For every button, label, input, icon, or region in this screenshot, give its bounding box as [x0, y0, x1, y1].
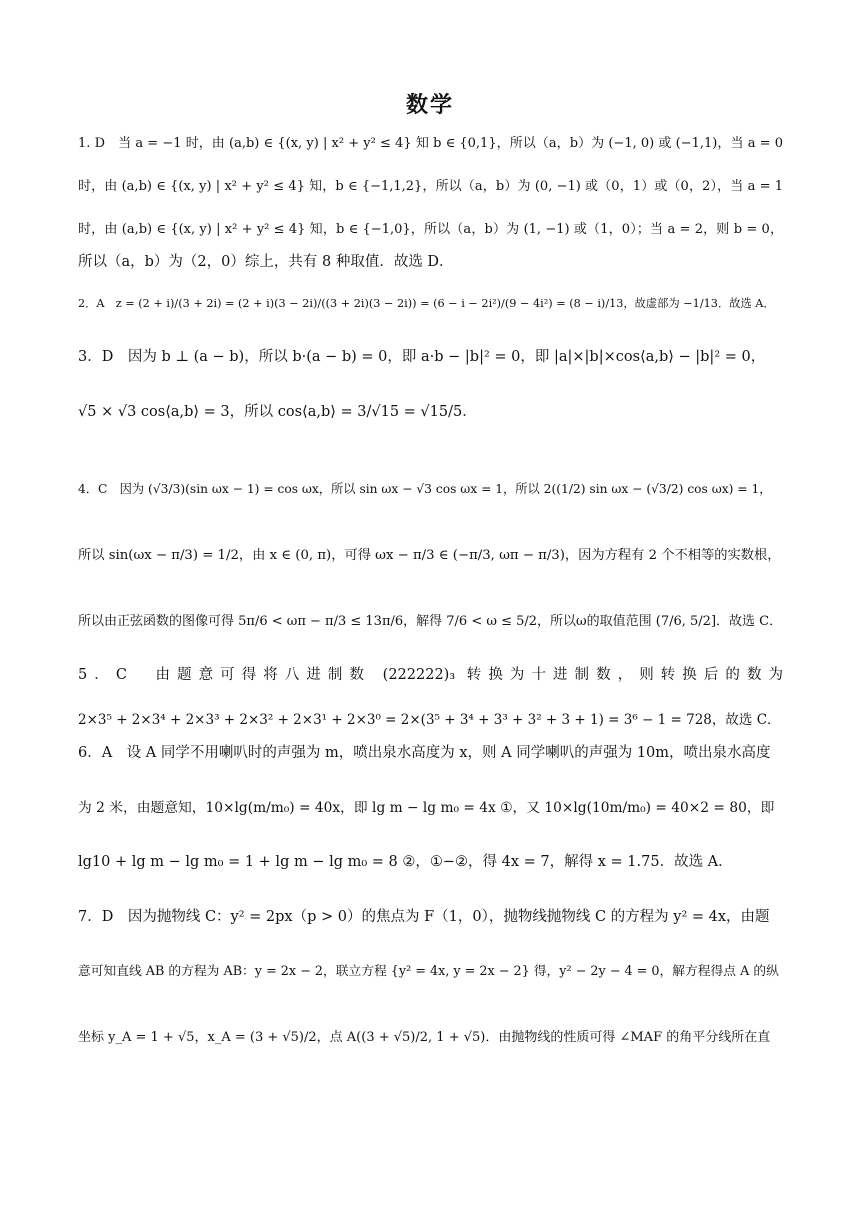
- solution-2-line-1: 2．A z = (2 + i)/(3 + 2i) = (2 + i)(3 − 2i)/((3 + 2i)(3 − 2i)) = (6 − i − 2i²)/(9 − 4i²) = (8 − i)/13，故虚部为 −1/13．故选 A．: [78, 297, 775, 310]
- solution-4-line-1: 4．C 因为 (√3/3)(sin ωx − 1) = cos ωx，所以 sin ωx − √3 cos ωx = 1，所以 2((1/2) sin ωx − (√3/2) cos ωx) = 1，: [78, 482, 772, 496]
- solution-4-line-2: 所以 sin(ωx − π/3) = 1/2，由 x ∈ (0, π)，可得 ωx − π/3 ∈ (−π/3, ωπ − π/3)，因为方程有 2 个不相等的实数根，: [78, 548, 781, 563]
- solution-1-line-4: 所以（a，b）为（2，0）综上，共有 8 种取值．故选 D．: [78, 254, 454, 270]
- solution-6-line-1: 6．A 设 A 同学不用喇叭时的声强为 m，喷出泉水高度为 x，则 A 同学喇叭的声强为 10m，喷出泉水高度: [78, 745, 771, 761]
- solution-7-line-1: 7．D 因为抛物线 C：y² = 2px（p > 0）的焦点为 F（1，0），抛物线抛物线 C 的方程为 y² = 4x，由题: [78, 909, 770, 925]
- solution-6-line-2: 为 2 米，由题意知，10×lg(m/m₀) = 40x，即 lg m − lg m₀ = 4x ①，又 10×lg(10m/m₀) = 40×2 = 80，即: [78, 800, 775, 816]
- page-title: 数学: [405, 92, 454, 118]
- solutions-body: [78, 132, 783, 1045]
- solution-6-line-3: lg10 + lg m − lg m₀ = 1 + lg m − lg m₀ = 8 ②，①−②，得 4x = 7，解得 x = 1.75．故选 A．: [78, 854, 733, 870]
- solution-1-line-1: 1. D 当 a = −1 时，由 (a,b) ∈ {(x, y) | x² + y² ≤ 4} 知 b ∈ {0,1}，所以（a，b）为 (−1, 0) 或 (−1,1)，当 a = 0: [78, 136, 783, 151]
- solution-1-line-2: 时，由 (a,b) ∈ {(x, y) | x² + y² ≤ 4} 知，b ∈ {−1,1,2}，所以（a，b）为 (0, −1) 或（0，1）或（0，2），当 a = 1: [78, 179, 783, 194]
- solution-5-line-1: 5．C 由题意可得将八进制数 (222222)₃ 转换为十进制数，则转换后的数为: [78, 667, 783, 683]
- solution-7-line-3: 坐标 y_A = 1 + √5，x_A = (3 + √5)/2，点 A((3 + √5)/2, 1 + √5)．由抛物线的性质可得 ∠MAF 的角平分线所在直: [78, 1030, 771, 1045]
- solution-3-line-2: √5 × √3 cos⟨a,b⟩ = 3，所以 cos⟨a,b⟩ = 3/√15 = √15/5．: [78, 404, 477, 420]
- solution-4-line-3: 所以由正弦函数的图像可得 5π/6 < ωπ − π/3 ≤ 13π/6，解得 7/6 < ω ≤ 5/2，所以ω的取值范围 (7/6, 5/2]．故选 C．: [78, 614, 783, 629]
- solution-3-line-1: 3．D 因为 b ⊥ (a − b)，所以 b·(a − b) = 0，即 a·b − |b|² = 0，即 |a|×|b|×cos⟨a,b⟩ − |b|² = 0，: [78, 349, 766, 365]
- solution-5-line-2: 2×3⁵ + 2×3⁴ + 2×3³ + 2×3² + 2×3¹ + 2×3⁰ = 2×(3⁵ + 3⁴ + 3³ + 3² + 3 + 1) = 3⁶ − 1 = 728，故选 C．: [78, 712, 781, 728]
- solution-7-line-2: 意可知直线 AB 的方程为 AB：y = 2x − 2，联立方程 {y² = 4x, y = 2x − 2} 得，y² − 2y − 4 = 0，解方程得点 A 的纵: [78, 964, 779, 979]
- solution-1-line-3: 时，由 (a,b) ∈ {(x, y) | x² + y² ≤ 4} 知，b ∈ {−1,0}，所以（a，b）为 (1, −1) 或（1，0）；当 a = 2，则 b = 0，: [78, 222, 783, 237]
